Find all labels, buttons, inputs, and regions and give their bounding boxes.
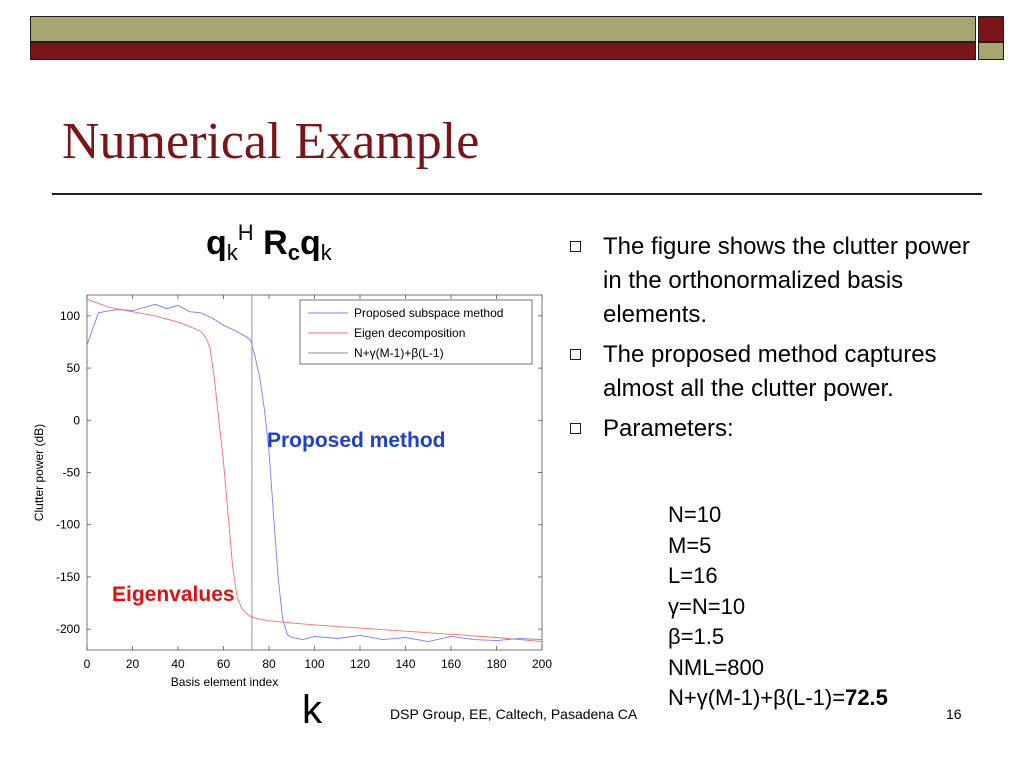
header-square-olive [978, 42, 1004, 60]
bullet-text: The figure shows the clutter power in the orthonormalized basis elements. [603, 233, 970, 328]
x-tick-label: 60 [216, 657, 231, 671]
header-band-olive [30, 16, 976, 42]
legend-label: Eigen decomposition [354, 326, 466, 340]
slide-title: Numerical Example [62, 113, 480, 170]
x-tick-label: 140 [395, 657, 416, 671]
header-square-maroon [978, 16, 1004, 42]
annotation-eigenvalues: Eigenvalues [112, 583, 235, 606]
y-tick-label: -50 [62, 465, 80, 480]
title-divider [52, 193, 982, 195]
formula-k1: k [226, 240, 238, 265]
formula-r: R [263, 224, 288, 262]
formula-q1: q [206, 224, 227, 262]
x-tick-label: 100 [304, 657, 325, 671]
param-m: M=5 [668, 532, 712, 558]
y-tick-label: -200 [55, 622, 80, 637]
bullet-square-icon [570, 241, 581, 252]
legend-label: Proposed subspace method [354, 306, 504, 320]
param-total-expr: N+γ(M-1)+β(L-1)= [668, 685, 846, 710]
param-n: N=10 [668, 502, 722, 527]
y-tick-label: -100 [55, 517, 80, 532]
param-beta: β=1.5 [668, 624, 725, 649]
x-tick-label: 200 [531, 657, 553, 671]
x-tick-label: 0 [83, 657, 91, 671]
y-tick-label: 100 [59, 308, 80, 323]
x-axis-label: Basis element index [170, 675, 279, 689]
formula-k2: k [320, 240, 332, 265]
x-tick-label: 180 [486, 657, 507, 671]
page-number: 16 [946, 706, 962, 722]
bullet-text: Parameters: [603, 415, 734, 442]
bullet-item [566, 230, 986, 332]
param-l: L=16 [668, 563, 718, 588]
y-tick-label: -150 [55, 569, 80, 584]
x-tick-label: 20 [125, 657, 140, 671]
clutter-power-chart [0, 270, 560, 700]
formula-h: H [237, 220, 254, 245]
y-axis-label: Clutter power (dB) [32, 423, 46, 522]
x-tick-label: 80 [262, 657, 276, 671]
param-total-value: 72.5 [845, 685, 888, 710]
y-tick-label: 0 [73, 413, 80, 428]
bullet-list [566, 230, 986, 452]
parameter-list [668, 500, 888, 714]
annotation-proposed-method: Proposed method [267, 429, 446, 452]
bullet-item [566, 338, 986, 406]
footer-text: DSP Group, EE, Caltech, Pasadena CA [390, 706, 638, 722]
header-band-maroon [30, 42, 976, 60]
bullet-text: The proposed method captures almost all the clutter power. [603, 341, 937, 402]
x-tick-label: 120 [349, 657, 371, 671]
param-total [668, 683, 888, 714]
bullet-square-icon [570, 423, 581, 434]
x-tick-label: 160 [440, 657, 462, 671]
formula-q2: q [299, 224, 321, 262]
param-nml: NML=800 [668, 654, 765, 680]
bullet-item [566, 412, 986, 446]
x-tick-label: 40 [171, 657, 185, 671]
formula [206, 220, 332, 266]
y-tick-label: 50 [66, 361, 80, 376]
bullet-square-icon [570, 349, 581, 360]
param-gamma: γ=N=10 [668, 593, 746, 619]
formula-c: c [287, 240, 300, 265]
k-axis-symbol: k [302, 688, 322, 732]
legend-label: N+γ(M-1)+β(L-1) [354, 346, 444, 360]
